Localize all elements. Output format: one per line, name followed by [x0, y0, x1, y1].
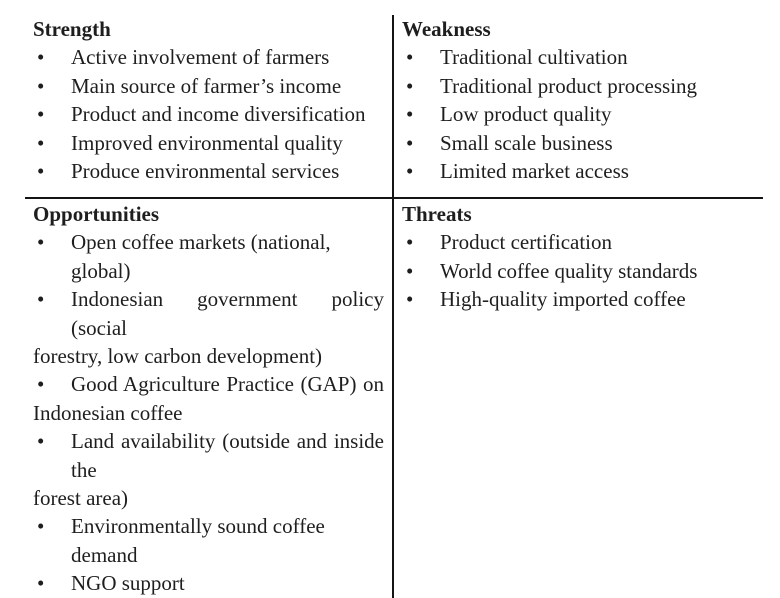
list-item-line [402, 228, 755, 256]
bullet-icon: • [37, 429, 45, 454]
quadrant-threats [394, 199, 763, 598]
list-item-line [33, 569, 384, 597]
swot-row-bottom [25, 197, 763, 598]
bullet-icon: • [37, 287, 45, 312]
list-item [402, 157, 755, 185]
list-item [33, 72, 384, 100]
item-text: Low product quality [440, 102, 612, 127]
list-item [33, 129, 384, 157]
bullet-icon: • [37, 571, 45, 596]
quadrant-title: Strength [33, 17, 111, 41]
bullet-icon: • [406, 45, 414, 70]
bullet-icon: • [406, 287, 414, 312]
bullet-icon: • [406, 258, 414, 283]
list-item-line-continuation: Indonesian coffee [33, 400, 183, 425]
list-item-line [402, 285, 755, 313]
bullet-icon: • [406, 230, 414, 255]
list-item-line [33, 72, 384, 100]
item-text: Good Agriculture Practice (GAP) on [71, 372, 384, 397]
item-text: Active involvement of farmers [71, 45, 330, 70]
list-item-line [402, 157, 755, 185]
list-item-line [402, 43, 755, 71]
bullet-icon: • [406, 130, 414, 155]
item-text: Main source of farmer’s income [71, 73, 342, 98]
list-item [33, 512, 384, 569]
bullet-icon: • [406, 102, 414, 127]
list-item [33, 228, 384, 285]
bullet-icon: • [37, 230, 45, 255]
list-item [33, 285, 384, 370]
item-text: NGO support [71, 571, 185, 596]
item-text: Product certification [440, 230, 613, 255]
list-item-line [33, 43, 384, 71]
item-text: Environmentally sound coffee demand [71, 514, 325, 567]
list-item-line [33, 100, 384, 128]
quadrant-opportunities [25, 199, 394, 598]
quadrant-title: Weakness [402, 17, 491, 41]
item-text: Limited market access [440, 159, 629, 184]
bullet-icon: • [406, 159, 414, 184]
list-item [33, 100, 384, 128]
quadrant-title: Opportunities [33, 202, 160, 226]
item-text: Traditional cultivation [440, 45, 628, 70]
swot-row-top [25, 15, 763, 197]
list-item [402, 43, 755, 71]
item-text: Small scale business [440, 130, 613, 155]
bullet-icon: • [37, 102, 45, 127]
bullet-icon: • [37, 45, 45, 70]
item-text: Produce environmental services [71, 159, 340, 184]
list-item [402, 285, 755, 313]
list-item [33, 370, 384, 427]
list-item-line-continuation: forest area) [33, 486, 129, 511]
list-item-line [33, 427, 384, 484]
item-text: High-quality imported coffee [440, 287, 686, 312]
item-text: Traditional product processing [440, 73, 698, 98]
list-item-line [33, 370, 384, 398]
list-item [402, 100, 755, 128]
item-text: Indonesian government policy (social [71, 287, 384, 340]
item-text: World coffee quality standards [440, 258, 698, 283]
list-item-line [33, 512, 384, 569]
item-text: Product and income diversification [71, 102, 366, 127]
list-item-line [33, 129, 384, 157]
swot-table [25, 15, 763, 598]
quadrant-weakness [394, 15, 763, 197]
list-item-line [402, 129, 755, 157]
bullet-icon: • [37, 73, 45, 98]
item-text: Land availability (outside and inside the [71, 429, 384, 482]
list-item [33, 157, 384, 185]
list-item-line-continuation: forestry, low carbon development) [33, 344, 323, 369]
list-item-line [402, 100, 755, 128]
list-item [402, 228, 755, 256]
quadrant-title: Threats [402, 202, 472, 226]
list-item [33, 43, 384, 71]
bullet-icon: • [406, 73, 414, 98]
item-text: Open coffee markets (national, global) [71, 230, 331, 283]
list-item [402, 129, 755, 157]
bullet-icon: • [37, 514, 45, 539]
list-item-line [33, 285, 384, 342]
list-item-line [33, 228, 384, 285]
list-item [402, 72, 755, 100]
bullet-icon: • [37, 159, 45, 184]
list-item [402, 257, 755, 285]
bullet-icon: • [37, 130, 45, 155]
list-item [33, 569, 384, 597]
list-item-line [33, 157, 384, 185]
list-item-line [402, 72, 755, 100]
bullet-icon: • [37, 372, 45, 397]
quadrant-strength [25, 15, 394, 197]
list-item [33, 427, 384, 512]
list-item-line [402, 257, 755, 285]
item-text: Improved environmental quality [71, 130, 343, 155]
